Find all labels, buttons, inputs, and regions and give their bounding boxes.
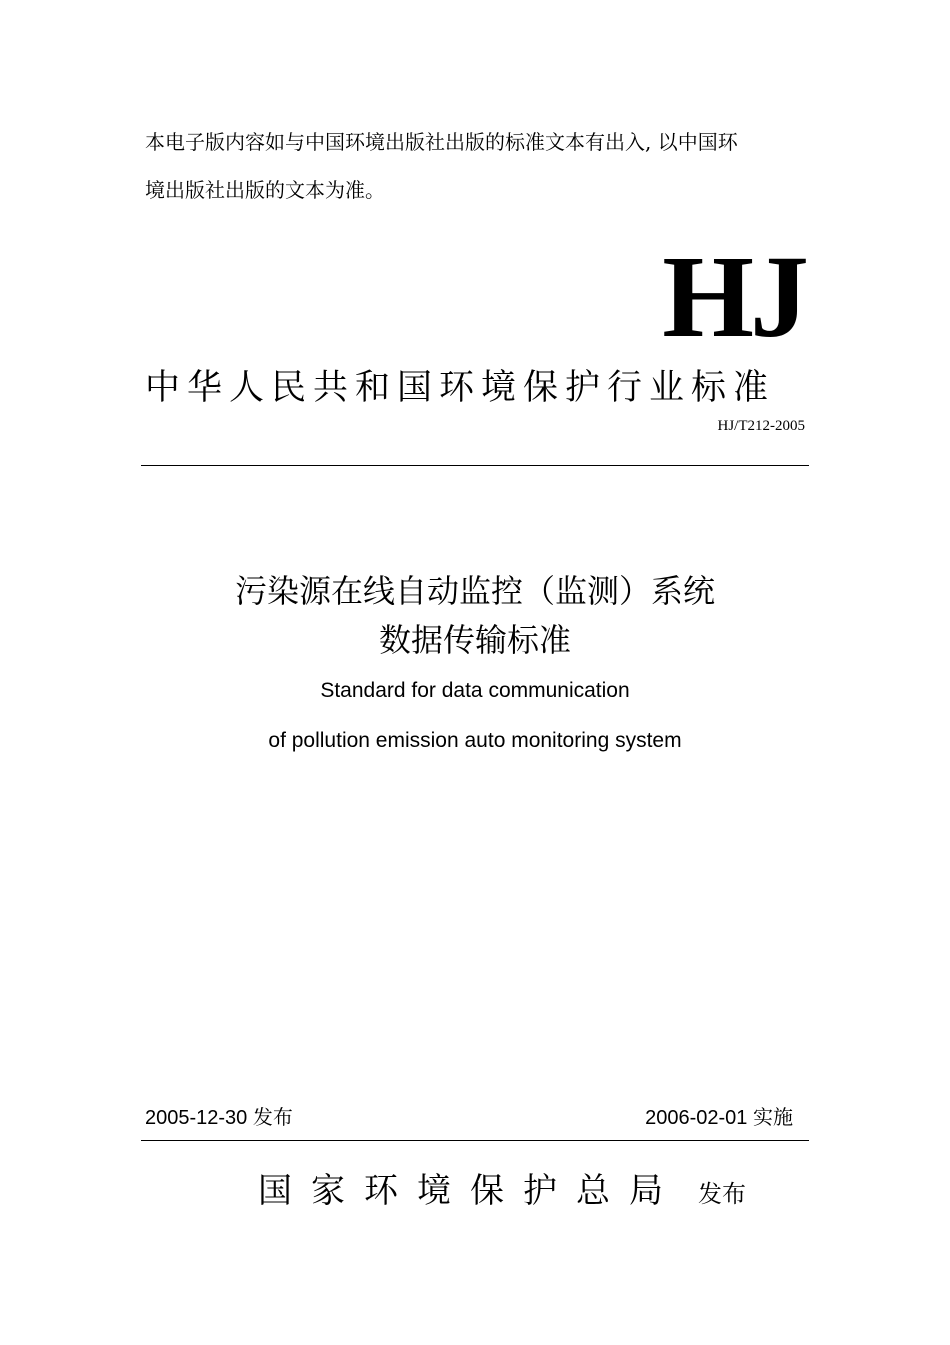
publish-date-label: 发布 <box>252 1105 293 1129</box>
top-divider <box>141 465 809 466</box>
effective-date-label: 实施 <box>753 1105 793 1129</box>
effective-date-value: 2006-02-01 <box>645 1107 748 1129</box>
notice-line-1: 本电子版内容如与中国环境出版社出版的标准文本有出入, 以中国环 <box>145 130 738 154</box>
title-en-line-2: of pollution emission auto monitoring system <box>268 729 682 752</box>
title-cn-line-1: 污染源在线自动监控（监测）系统 <box>234 572 715 610</box>
notice-line-2: 境出版社出版的文本为准。 <box>145 178 385 202</box>
title-cn-line-2: 数据传输标准 <box>378 621 571 659</box>
org-title: 中华人民共和国环境保护行业标准 <box>145 368 776 408</box>
effective-date <box>645 1101 793 1130</box>
publish-date <box>145 1101 293 1130</box>
title-en-line-1: Standard for data communication <box>320 679 630 702</box>
notice-text <box>145 118 810 214</box>
bottom-divider <box>141 1140 809 1141</box>
issuer-action: 发布 <box>698 1180 746 1208</box>
issuer-name: 国家环境保护总局 <box>258 1171 682 1211</box>
publish-date-value: 2005-12-30 <box>145 1107 248 1129</box>
hj-logo: HJ <box>662 231 805 362</box>
standard-code: HJ/T212-2005 <box>717 418 805 434</box>
